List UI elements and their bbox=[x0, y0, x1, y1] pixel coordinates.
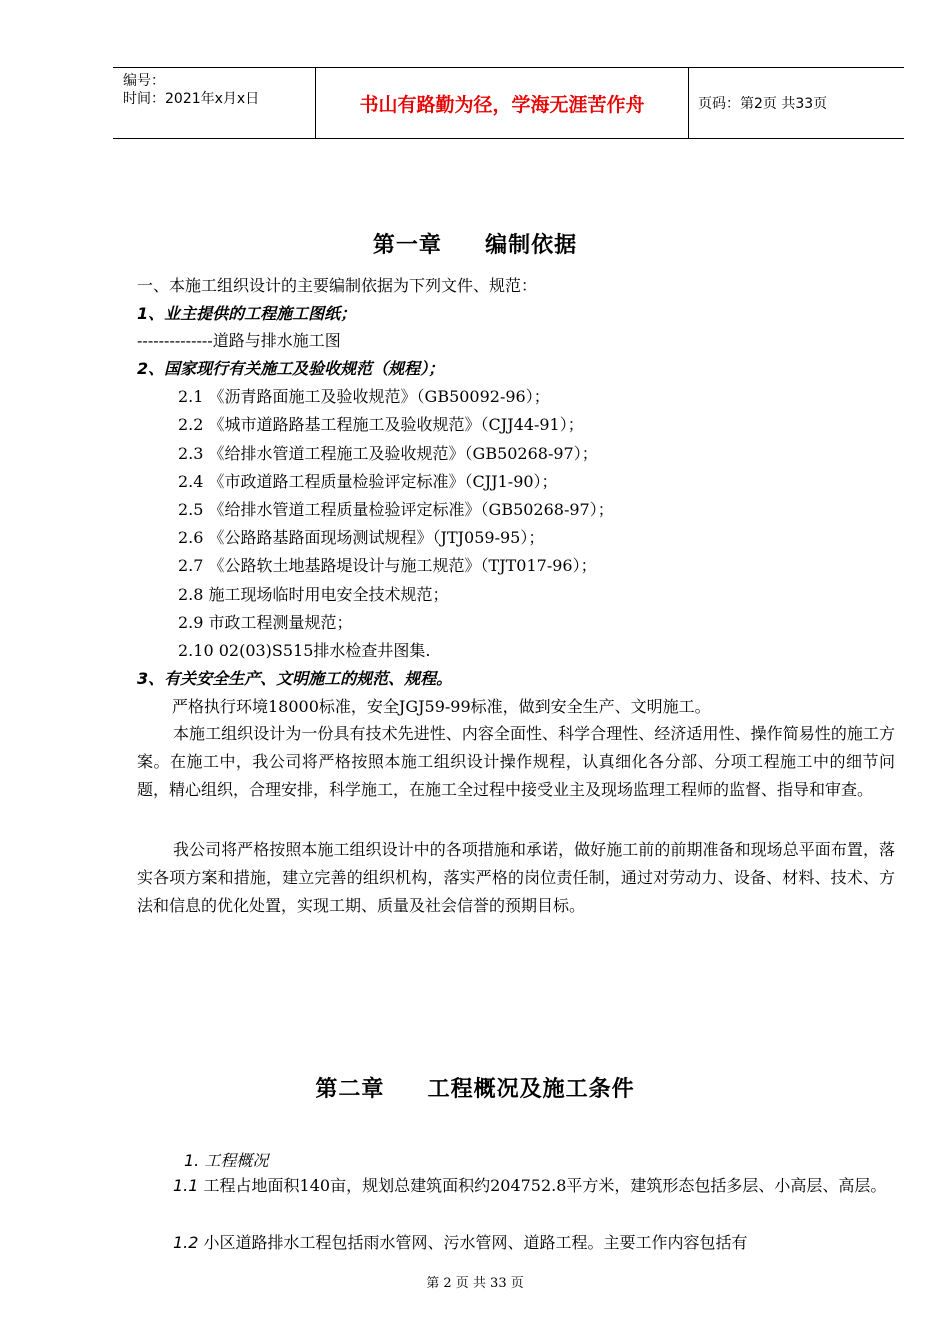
chapter1-title: 第一章 编制依据 bbox=[372, 232, 578, 258]
header-motto: 书山有路勤为径，学海无涯苦作舟 bbox=[315, 68, 689, 138]
spec-item: 2.7 《公路软土地基路堤设计与施工规范》（TJT017-96）； bbox=[178, 556, 597, 575]
section1-item: --------------道路与排水施工图 bbox=[137, 331, 341, 350]
page-header bbox=[113, 67, 904, 139]
chapter2-title: 第二章 工程概况及施工条件 bbox=[315, 1076, 635, 1102]
paragraph-number: 1.2 bbox=[173, 1233, 199, 1252]
spec-item: 2.10 02(03)S515排水检查井图集. bbox=[178, 641, 431, 660]
section2-heading: 2、国家现行有关施工及验收规范（规程）； bbox=[137, 359, 445, 378]
overview-heading: 1. 工程概况 bbox=[184, 1151, 269, 1170]
header-meta bbox=[113, 68, 315, 138]
paragraph-1-1 bbox=[137, 1172, 895, 1200]
spec-item: 2.6 《公路路基路面现场测试规程》（JTJ059-95）； bbox=[178, 528, 545, 547]
spec-item: 2.2 《城市道路路基工程施工及验收规范》（CJJ44-91）； bbox=[178, 415, 584, 434]
spec-item: 2.3 《给排水管道工程施工及验收规范》（GB50268-97）； bbox=[178, 444, 598, 463]
paragraph-text: 工程占地面积140亩，规划总建筑面积约204752.8平方米，建筑形态包括多层、小高层、高层。 bbox=[203, 1176, 887, 1195]
spec-item: 2.5 《给排水管道工程质量检验评定标准》（GB50268-97）； bbox=[178, 500, 614, 519]
paragraph-1-2 bbox=[137, 1229, 895, 1257]
header-id-label: 编号： bbox=[123, 73, 165, 89]
page-footer: 第 2 页 共 33 页 bbox=[426, 1276, 524, 1291]
spec-item: 2.8 施工现场临时用电安全技术规范； bbox=[178, 585, 449, 604]
paragraph: 我公司将严格按照本施工组织设计中的各项措施和承诺，做好施工前的前期准备和现场总平面布置，落实各项方案和措施，建立完善的组织机构，落实严格的岗位责任制，通过对劳动力、设备、材料、技术、方法和信息的优化处置，实现工期、质量及社会信誉的预期目标。 bbox=[137, 840, 895, 915]
spec-item: 2.9 市政工程测量规范； bbox=[178, 613, 353, 632]
spec-item: 2.1 《沥青路面施工及验收规范》（GB50092-96）； bbox=[178, 387, 550, 406]
paragraph-text: 小区道路排水工程包括雨水管网、污水管网、道路工程。主要工作内容包括有 bbox=[203, 1233, 748, 1252]
section1-heading: 1、业主提供的工程施工图纸； bbox=[137, 304, 357, 323]
paragraph: 本施工组织设计为一份具有技术先进性、内容全面性、科学合理性、经济适用性、操作简易性的施工方案。在施工中，我公司将严格按照本施工组织设计操作规程，认真细化各分部、分项工程施工中的细节问题，精心组织，合理安排，科学施工，在施工全过程中接受业主及现场监理工程师的监督、指导和审查。 bbox=[137, 724, 895, 799]
chapter1-intro: 一、本施工组织设计的主要编制依据为下列文件、规范： bbox=[137, 276, 538, 295]
section3-heading: 3、有关安全生产、文明施工的规范、规程。 bbox=[137, 669, 453, 688]
paragraph-number: 1.1 bbox=[173, 1176, 199, 1195]
spec-item: 2.4 《市政道路工程质量检验评定标准》（CJJ1-90）； bbox=[178, 472, 558, 491]
section3-line: 严格执行环境18000标准，安全JGJ59-99标准，做到安全生产、文明施工。 bbox=[172, 697, 711, 716]
header-time-label: 时间：2021年x月x日 bbox=[123, 91, 260, 107]
header-page-info: 页码：第2页 共33页 bbox=[698, 96, 828, 112]
